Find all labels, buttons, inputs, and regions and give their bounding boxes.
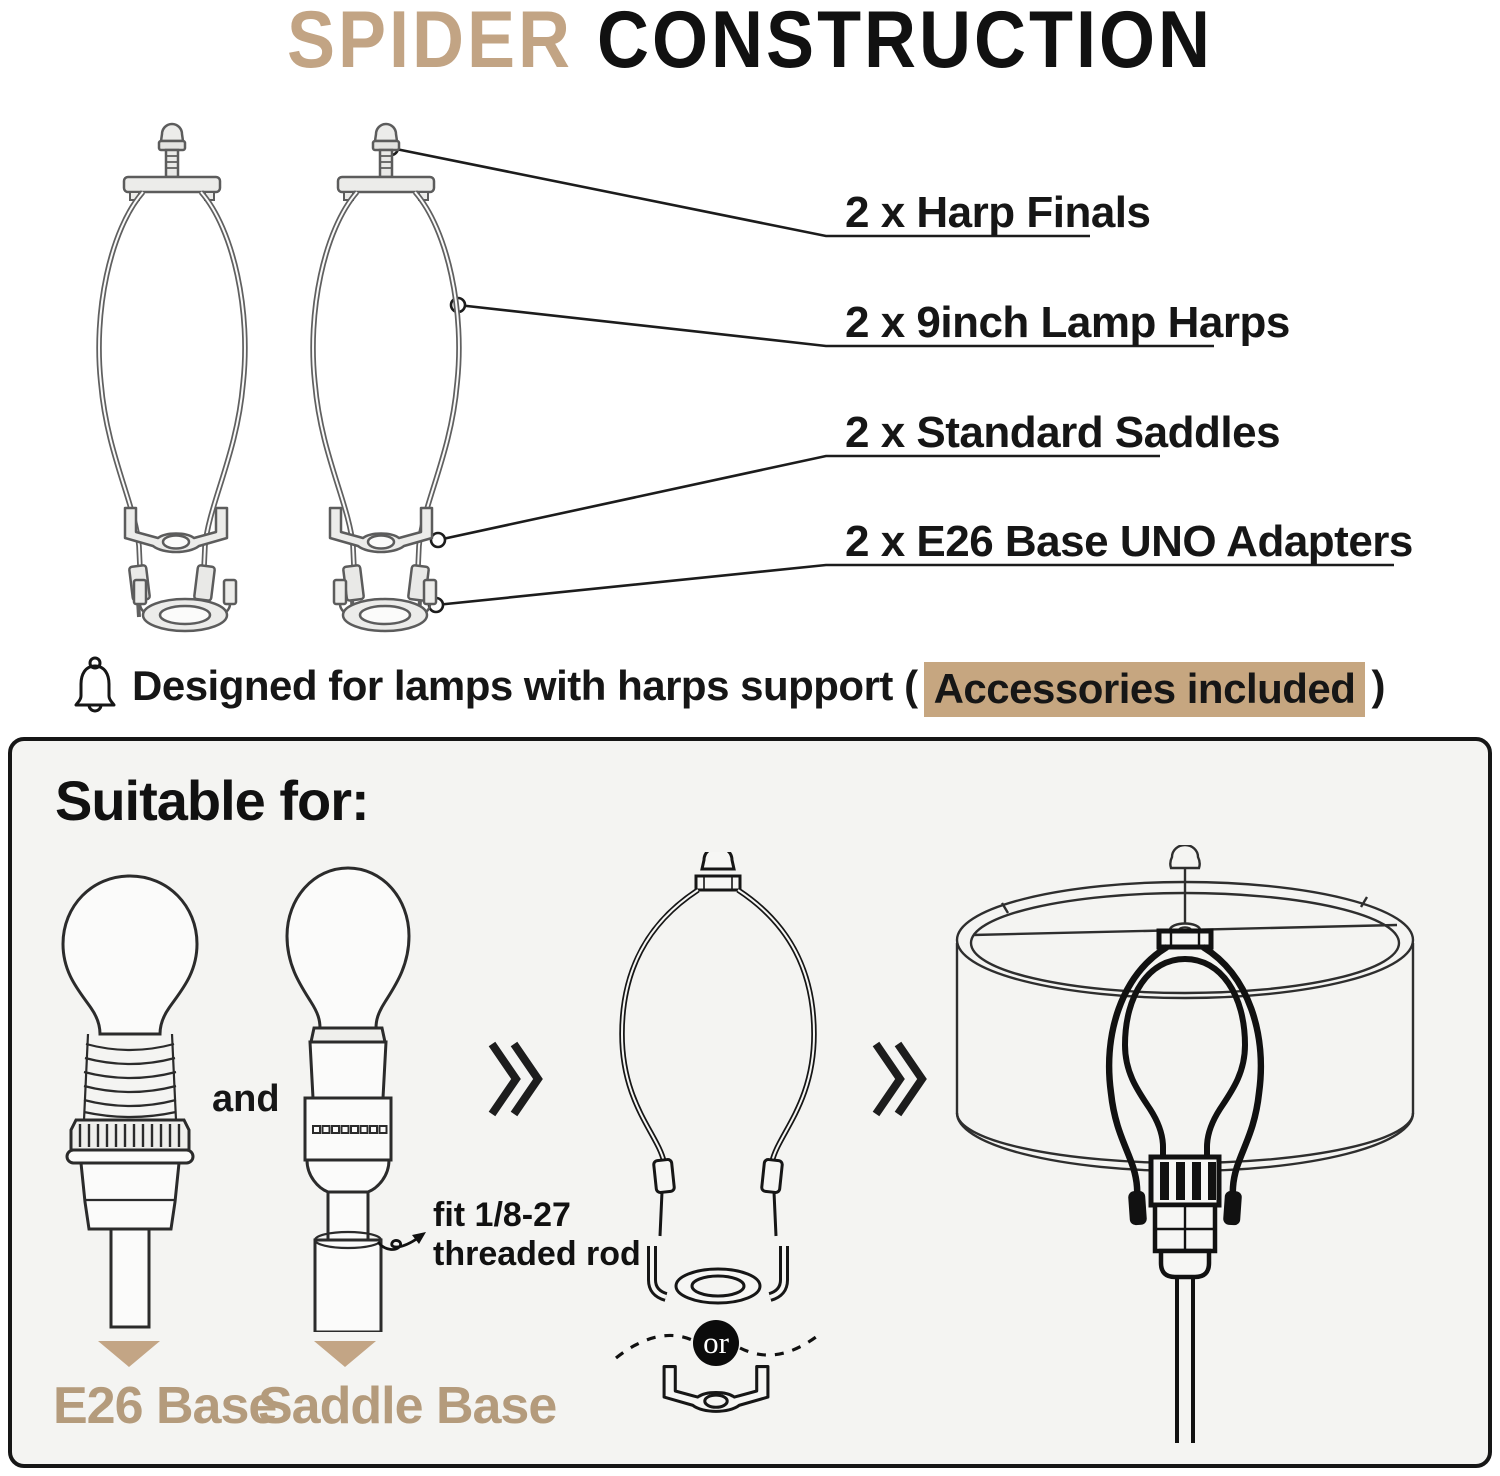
- e26-base-label: E26 Base: [53, 1377, 277, 1435]
- standard-saddle-illustration-1: [120, 506, 232, 560]
- callout-label-harp-finals: 2 x Harp Finals: [845, 188, 1151, 237]
- note-highlight: Accessories included: [924, 662, 1366, 717]
- and-label: and: [212, 1078, 280, 1120]
- e26-bulb-illustration: [50, 862, 210, 1334]
- standard-saddle-illustration-2: [325, 506, 437, 560]
- note-text: [132, 662, 1385, 710]
- note-row: [72, 655, 1492, 717]
- callout-label-lamp-harps: 2 x 9inch Lamp Harps: [845, 298, 1290, 347]
- callout-label-standard-saddles: 2 x Standard Saddles: [845, 408, 1281, 457]
- page-title-accent: SPIDER: [286, 0, 574, 85]
- note-suffix: ): [1371, 662, 1385, 709]
- callout-label-uno-adapters: 2 x E26 Base UNO Adapters: [845, 517, 1413, 566]
- uno-adapter-illustration-2: [328, 578, 442, 634]
- fit-note-line1: fit 1/8-27: [433, 1196, 571, 1234]
- fit-note-line2: threaded rod: [433, 1235, 641, 1273]
- bell-icon: [72, 655, 118, 717]
- lampshade-illustration: [945, 845, 1485, 1445]
- uno-adapter-illustration-1: [128, 578, 242, 634]
- harp-assembly-illustration: [600, 852, 840, 1308]
- or-badge: or: [693, 1320, 739, 1366]
- curly-arrow-icon: [376, 1218, 432, 1252]
- suitable-for-heading: Suitable for:: [55, 769, 369, 832]
- chevron-right-icon: [488, 1040, 544, 1118]
- chevron-right-icon: [872, 1040, 928, 1118]
- note-prefix: Designed for lamps with harps support (: [132, 662, 918, 709]
- saddle-base-label: Saddle Base: [258, 1377, 557, 1435]
- triangle-marker-icon: [314, 1341, 376, 1367]
- page-title-rest: CONSTRUCTION: [597, 0, 1214, 85]
- triangle-marker-icon: [98, 1341, 160, 1367]
- saddle-base-bulb-illustration: [268, 858, 428, 1332]
- saddle-option-illustration: [659, 1364, 773, 1420]
